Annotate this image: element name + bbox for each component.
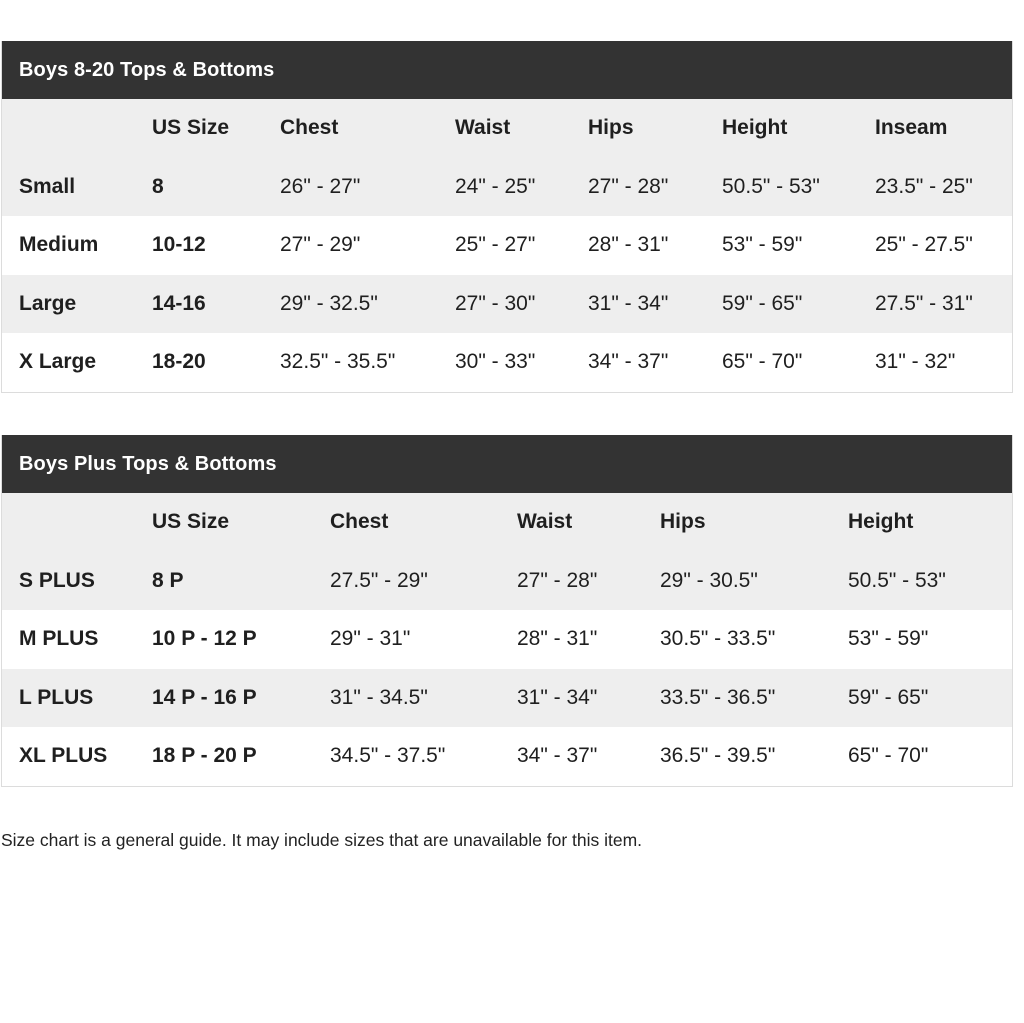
us-size-cell: 18 P - 20 P [152,727,330,786]
us-size-cell: 18-20 [152,333,280,392]
us-size-cell: 10-12 [152,216,280,275]
table-row [2,216,1012,275]
chest-cell: 32.5" - 35.5" [280,333,455,392]
size-label-cell: Small [2,158,152,217]
us-size-cell: 8 [152,158,280,217]
size-label-cell: X Large [2,333,152,392]
size-chart-boys-plus [1,435,1013,787]
us-size-cell: 14 P - 16 P [152,669,330,728]
header-cell: Waist [517,493,660,552]
hips-cell: 30.5" - 33.5" [660,610,848,669]
header-cell: Inseam [875,99,1012,158]
header-cell: Chest [330,493,517,552]
hips-cell: 31" - 34" [588,275,722,334]
height-cell: 65" - 70" [848,727,1012,786]
chest-cell: 31" - 34.5" [330,669,517,728]
waist-cell: 34" - 37" [517,727,660,786]
header-cell: Waist [455,99,588,158]
table-row [2,727,1012,786]
hips-cell: 33.5" - 36.5" [660,669,848,728]
waist-cell: 28" - 31" [517,610,660,669]
height-cell: 53" - 59" [848,610,1012,669]
hips-cell: 29" - 30.5" [660,552,848,611]
header-cell [2,99,152,158]
header-cell: Chest [280,99,455,158]
chest-cell: 29" - 32.5" [280,275,455,334]
size-label-cell: S PLUS [2,552,152,611]
hips-cell: 36.5" - 39.5" [660,727,848,786]
size-table [2,99,1012,392]
waist-cell: 27" - 28" [517,552,660,611]
table-row [2,610,1012,669]
size-label-cell: L PLUS [2,669,152,728]
height-cell: 59" - 65" [722,275,875,334]
table-row [2,158,1012,217]
table-row [2,333,1012,392]
hips-cell: 28" - 31" [588,216,722,275]
waist-cell: 24" - 25" [455,158,588,217]
table-header-row [2,493,1012,552]
waist-cell: 27" - 30" [455,275,588,334]
size-label-cell: XL PLUS [2,727,152,786]
waist-cell: 30" - 33" [455,333,588,392]
size-chart-footnote: Size chart is a general guide. It may include sizes that are unavailable for this item. [1,830,643,850]
table-header-row [2,99,1012,158]
chest-cell: 34.5" - 37.5" [330,727,517,786]
height-cell: 59" - 65" [848,669,1012,728]
header-cell: Height [722,99,875,158]
size-label-cell: M PLUS [2,610,152,669]
inseam-cell: 25" - 27.5" [875,216,1012,275]
chest-cell: 26" - 27" [280,158,455,217]
header-cell [2,493,152,552]
height-cell: 53" - 59" [722,216,875,275]
inseam-cell: 23.5" - 25" [875,158,1012,217]
table-row [2,275,1012,334]
chart-title: Boys 8-20 Tops & Bottoms [2,41,1012,99]
us-size-cell: 8 P [152,552,330,611]
hips-cell: 34" - 37" [588,333,722,392]
hips-cell: 27" - 28" [588,158,722,217]
header-cell: Hips [588,99,722,158]
header-cell: Height [848,493,1012,552]
table-row [2,552,1012,611]
header-cell: US Size [152,493,330,552]
header-cell: US Size [152,99,280,158]
waist-cell: 31" - 34" [517,669,660,728]
size-table [2,493,1012,786]
chest-cell: 29" - 31" [330,610,517,669]
chest-cell: 27" - 29" [280,216,455,275]
height-cell: 50.5" - 53" [848,552,1012,611]
size-label-cell: Medium [2,216,152,275]
height-cell: 50.5" - 53" [722,158,875,217]
chest-cell: 27.5" - 29" [330,552,517,611]
header-cell: Hips [660,493,848,552]
table-row [2,669,1012,728]
size-label-cell: Large [2,275,152,334]
inseam-cell: 27.5" - 31" [875,275,1012,334]
height-cell: 65" - 70" [722,333,875,392]
us-size-cell: 10 P - 12 P [152,610,330,669]
chart-title: Boys Plus Tops & Bottoms [2,435,1012,493]
waist-cell: 25" - 27" [455,216,588,275]
size-chart-boys-8-20 [1,41,1013,393]
inseam-cell: 31" - 32" [875,333,1012,392]
us-size-cell: 14-16 [152,275,280,334]
